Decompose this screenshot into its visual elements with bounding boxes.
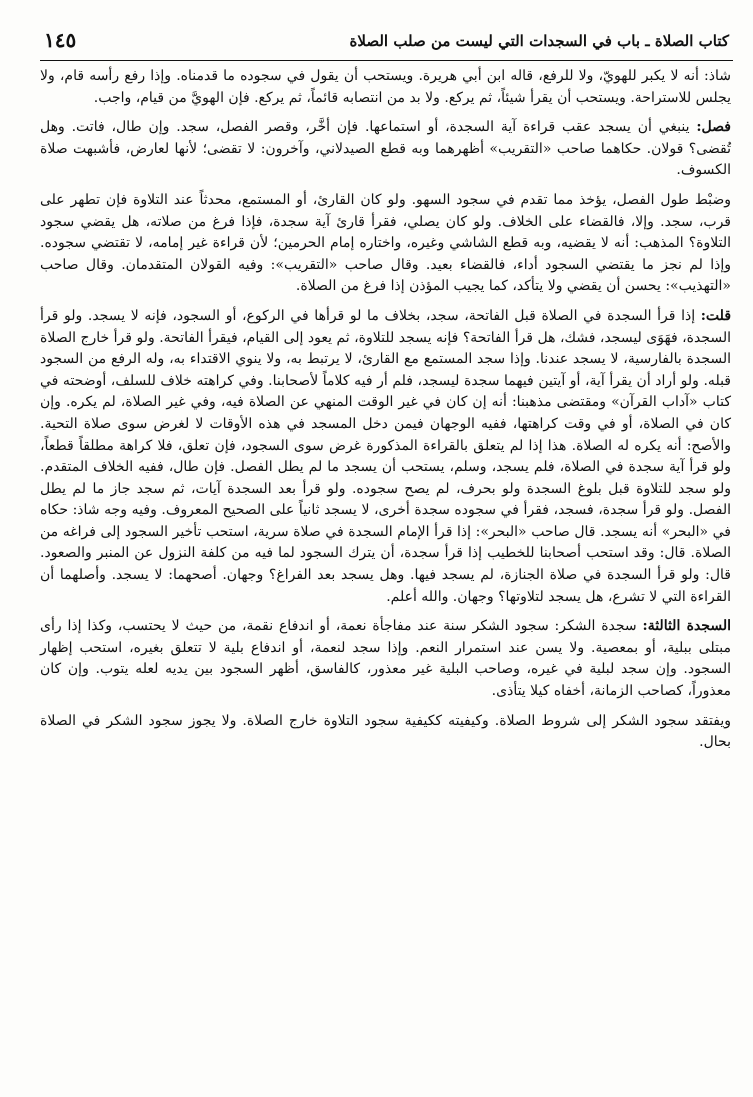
paragraph-text: وضبْط طول الفصل، يؤخذ مما تقدم في سجود السهو. ولو كان القارئ، أو المستمع، محدثاً عند التلاوة فإن تطهر على قرب، سجد. وإلا، فالقضاء على الخلاف. ولو كان يصلي، فقرأ قارئ آية سجدة، فإذا فرغ من صلاته، هل يقضي سجود التلاوة؟ المذهب: أنه لا يقضيه، وبه قطع الشاشي وغيره، واختاره إمام الحرمين؛ لأن قراءة غير إمامه، لا تقتضي سجوده. وإذا لم نجز ما يقتضي السجود أداء، فالقضاء بعيد. وقال صاحب «التقريب»: وفيه القولان المتقدمان. وقال صاحب «التهذيب»: يحسن أن يقضي ولا يتأكد، كما يجيب المؤذن إذا فرغ من الصلاة. xyxy=(40,191,731,295)
section-lead-fasl: فصل: xyxy=(696,119,731,136)
page-header xyxy=(40,28,733,61)
body-text xyxy=(40,66,731,762)
paragraph-shadh xyxy=(40,66,731,109)
paragraph-text: ينبغي أن يسجد عقب قراءة آية السجدة، أو استماعها. فإن أخَّر، وقصر الفصل، سجد. وإن طال، فاتت. وهل تُقضى؟ قولان. حكاهما صاحب «التقريب» أظهرهما وبه قطع الصيدلاني، وآخرون: لا تقضى؛ لأنها لعارض، فأشبهت صلاة الكسوف. xyxy=(40,119,731,179)
paragraph-fasl xyxy=(40,117,731,182)
paragraph-conditions xyxy=(40,711,731,754)
running-title: كتاب الصلاة ـ باب في السجدات التي ليست من صلب الصلاة xyxy=(349,32,729,50)
page-number: ١٤٥ xyxy=(44,28,77,52)
paragraph-text: سجدة الشكر: سجود الشكر سنة عند مفاجأة نعمة، أو اندفاع نقمة، من حيث لا يحتسب، وكذا إذا رأى مبتلى ببلية، أو بمعصية. ولا يسن عند استمرار النعم. وإذا سجد لنعمة، أو اندفاع بلية لا تتعلق بغيره، استحب إظهار السجود. وإن سجد لبلية في غيره، وصاحب البلية غير معذور، كالفاسق، أظهر السجود بين يديه لعله يتوب. وإن كان معذوراً، كصاحب الزمانة، أخفاه كيلا يتأذى. xyxy=(40,618,731,700)
section-lead-qultu: قلت: xyxy=(700,307,732,324)
section-lead-third-sajda: السجدة الثالثة: xyxy=(642,618,731,635)
paragraph-text: ويفتقد سجود الشكر إلى شروط الصلاة. وكيفيته ككيفية سجود التلاوة خارج الصلاة. ولا يجوز سجود الشكر في الصلاة بحال. xyxy=(40,712,731,751)
paragraph-qultu xyxy=(40,306,731,608)
paragraph-dabt xyxy=(40,190,731,298)
paragraph-text: شاذ: أنه لا يكبر للهويّ، ولا للرفع، قاله ابن أبي هريرة. ويستحب أن يقول في سجوده ما قدمناه. وإذا رفع رأسه قام، ولا يجلس للاستراحة. ويستحب أن يقرأ شيئاً، ثم يركع. ولا بد من انتصابه قائماً، ثم يركع. فإن الهويَّ من قيام، واجب. xyxy=(40,68,731,106)
paragraph-sajdat-shukr xyxy=(40,616,731,702)
paragraph-text: إذا قرأ السجدة في الصلاة قبل الفاتحة، سجد، بخلاف ما لو قرأها في الركوع، أو السجود، فإنه لا يسجد. ولو قرأ السجدة، فهَوَى ليسجد، فشك، هل قرأ الفاتحة؟ فإنه يسجد للتلاوة، ثم يعود إلى القيام، فيقرأ الفاتحة. ولو قرأ خارج الصلاة السجدة بالفارسية، لا يسجد عندنا. وإذا سجد المستمع مع القارئ، لا يرتبط به، ولا ينوي الاقتداء به، وله الرفع من السجود قبله. ولو أراد أن يقرأ آية، أو آيتين فيهما سجدة ليسجد، فلم أر فيه كلاماً لأصحابنا. وفي كراهته خلاف للسلف، أوضحته في كتاب «آداب القرآن» ومقتضى مذهبنا: أنه إن كان في غير الوقت المنهي عن الصلاة فيه، وفي غير الصلاة، لم يكره. وإن كان في الصلاة، أو في وقت كراهتها، ففيه الوجهان فيمن دخل المسجد في هذه الأوقات لا لغرض سوى صلاة التحية. والأصح: أنه يكره له الصلاة. هذا إذا لم يتعلق بالقراءة المذكورة غرض سوى السجود، فإن تعلق، فلا كراهة مطلقاً قطعاً، ولو قرأ آية سجدة في الصلاة، فلم يسجد، وسلم، يستحب أن يسجد ما لم يطل الفصل. فإن طال، ففيه الخلاف المتقدم. ولو سجد للتلاوة قبل بلوغ السجدة ولو بحرف، لم يصح سجوده. ولو قرأ بعد السجدة آيات، ثم سجد جاز ما لم يطل الفصل. ولو قرأ سجدة، فسجد، فقرأ في سجوده سجدة أخرى، لا يسجد ثانياً على الصحيح المعروف. وفيه وجه شاذ: حكاه في «البحر» أنه يسجد. قال صاحب «البحر»: إذا قرأ الإمام السجدة في صلاة سرية، استحب تأخير السجود إلى فراغه من الصلاة. قال: وقد استحب أصحابنا للخطيب إذا قرأ سجدة، أن يترك السجود لما فيه من كلفة النزول عن المنبر والصعود. قال: ولو قرأ السجدة في صلاة الجنازة، لم يسجد فيها. وهل يسجد بعد الفراغ؟ وجهان. أصحهما: لا يسجد. وأصلهما أن القراءة التي لا تشرع، هل يسجد لتلاوتها؟ وجهان. والله أعلم. xyxy=(40,307,731,605)
